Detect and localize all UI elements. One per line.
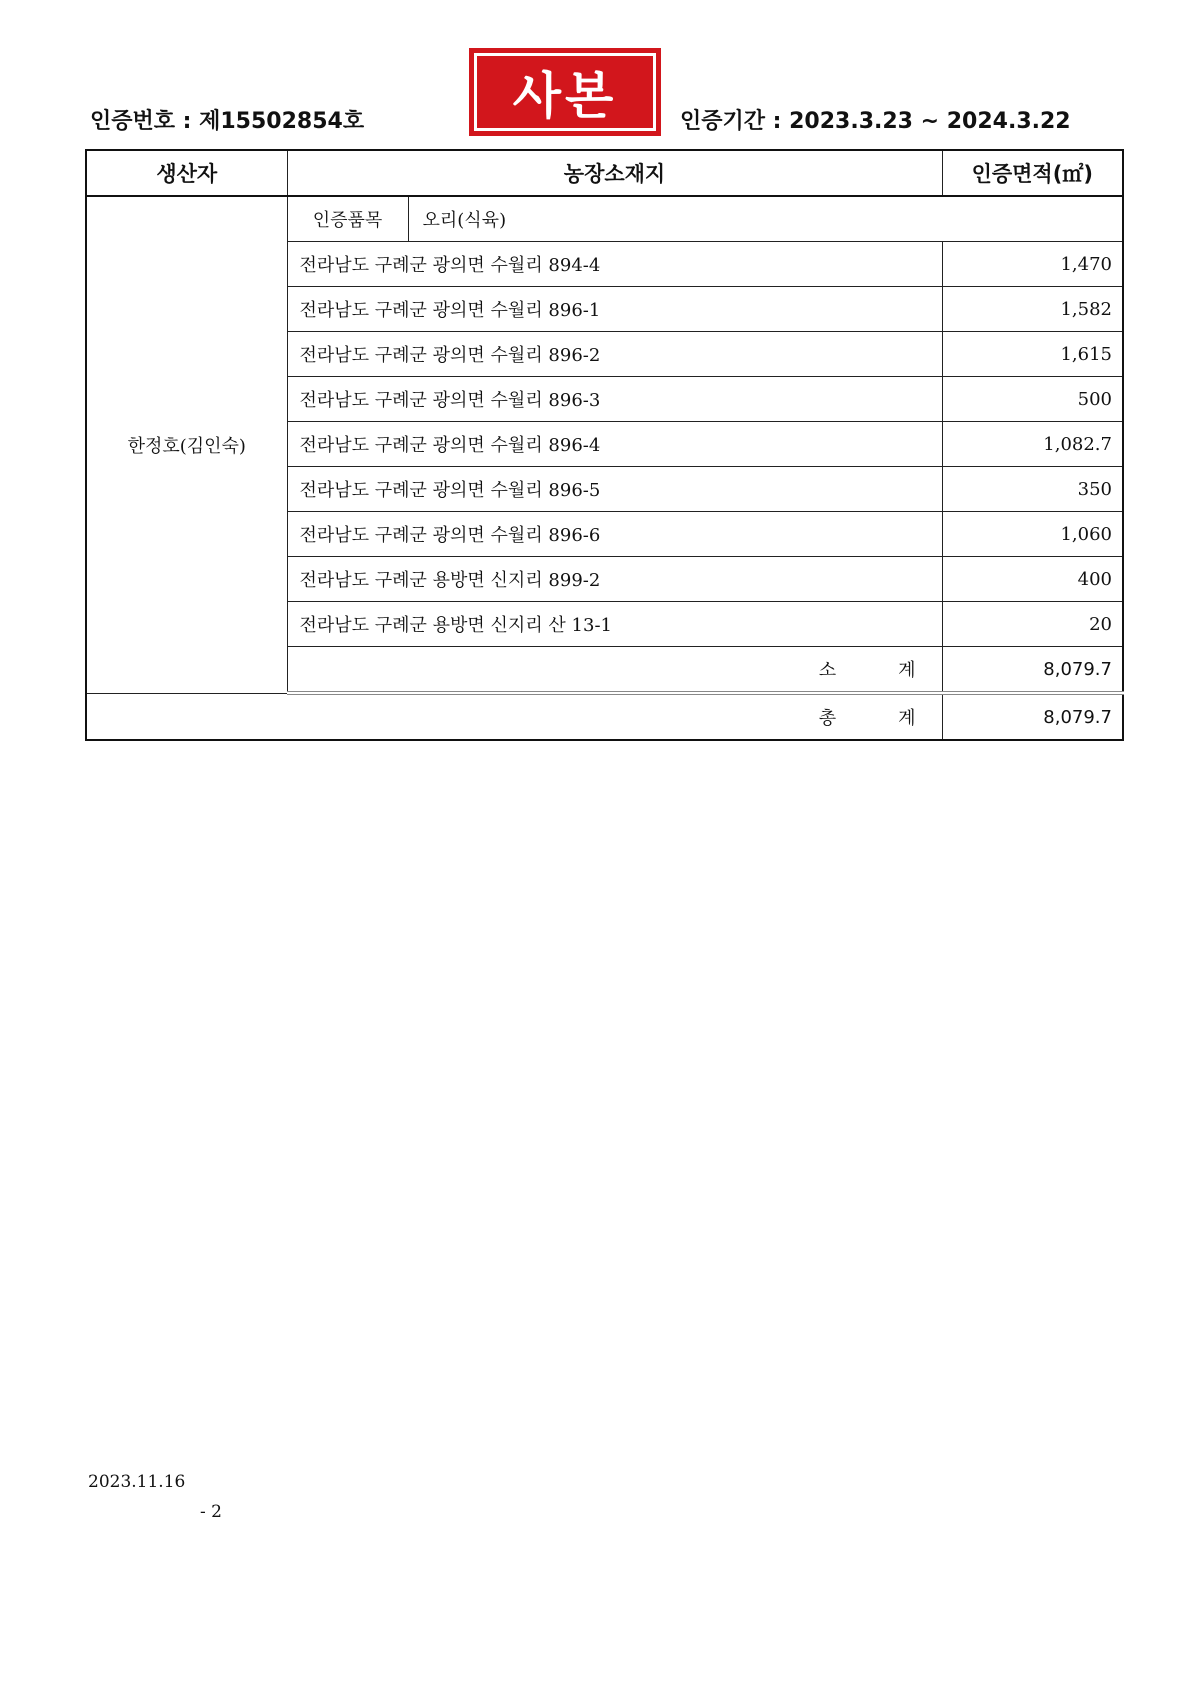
farm-address: 전라남도 구례군 광의면 수월리 896-2 — [287, 332, 942, 377]
farm-address: 전라남도 구례군 광의면 수월리 896-6 — [287, 512, 942, 557]
total-value: 8,079.7 — [942, 693, 1123, 740]
subtotal-value: 8,079.7 — [942, 647, 1123, 694]
issue-date: 2023.11.16 — [88, 1472, 186, 1492]
page-number: - 2 — [200, 1502, 222, 1522]
farm-address: 전라남도 구례군 용방면 신지리 산 13-1 — [287, 602, 942, 647]
producer-name: 한정호(김인숙) — [86, 196, 287, 693]
cert-area: 20 — [942, 602, 1123, 647]
cert-area: 1,582 — [942, 287, 1123, 332]
cert-item-label: 인증품목 — [288, 197, 409, 241]
cert-area: 1,060 — [942, 512, 1123, 557]
farm-address: 전라남도 구례군 광의면 수월리 896-5 — [287, 467, 942, 512]
farm-address: 전라남도 구례군 용방면 신지리 899-2 — [287, 557, 942, 602]
subtotal-label-1: 소 — [818, 660, 837, 681]
table-header-row — [86, 150, 1123, 196]
copy-stamp-text: 사본 — [474, 53, 656, 131]
cert-area: 1,615 — [942, 332, 1123, 377]
farm-address: 전라남도 구례군 광의면 수월리 896-1 — [287, 287, 942, 332]
cert-area: 500 — [942, 377, 1123, 422]
subtotal-label — [287, 647, 942, 694]
cert-area: 1,082.7 — [942, 422, 1123, 467]
cert-period: 인증기간 : 2023.3.23 ~ 2024.3.22 — [680, 109, 1071, 134]
cert-number: 인증번호 : 제15502854호 — [90, 109, 365, 134]
column-header-producer: 생산자 — [86, 150, 287, 196]
farm-address: 전라남도 구례군 광의면 수월리 896-3 — [287, 377, 942, 422]
farm-address: 전라남도 구례군 광의면 수월리 894-4 — [287, 242, 942, 287]
subtotal-label-2: 계 — [898, 660, 916, 681]
cert-area: 400 — [942, 557, 1123, 602]
cert-item-cell — [287, 196, 1123, 242]
cert-item-row — [86, 196, 1123, 242]
cert-area: 1,470 — [942, 242, 1123, 287]
farm-address: 전라남도 구례군 광의면 수월리 896-4 — [287, 422, 942, 467]
total-label-2: 계 — [898, 708, 916, 729]
column-header-cert-area: 인증면적(㎡) — [942, 150, 1123, 196]
total-label-1: 총 — [818, 708, 837, 729]
column-header-farm-location: 농장소재지 — [287, 150, 942, 196]
cert-item-value: 오리(식육) — [422, 210, 507, 231]
certification-table — [85, 149, 1124, 741]
cert-area: 350 — [942, 467, 1123, 512]
total-row — [86, 693, 1123, 740]
total-label — [86, 693, 942, 740]
copy-stamp — [469, 48, 661, 136]
